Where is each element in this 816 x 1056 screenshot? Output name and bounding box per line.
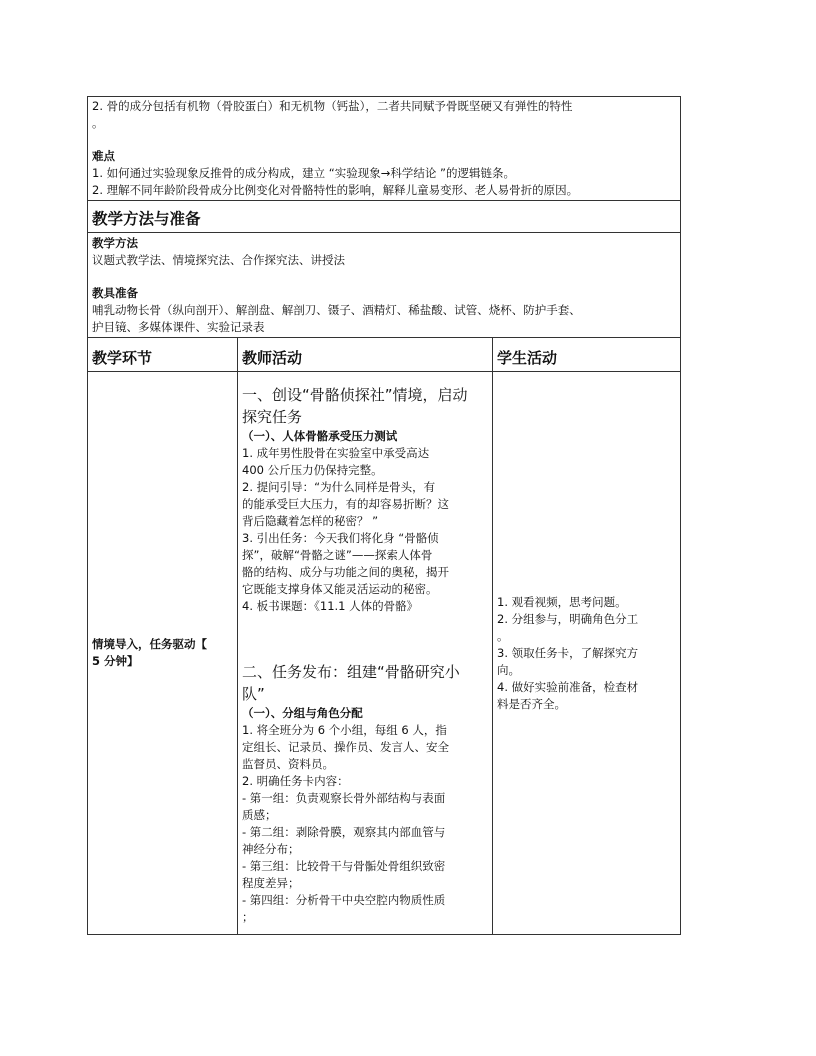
part1-subheading: （一）、人体骨骼承受压力测试 bbox=[242, 429, 398, 443]
part1-line: 400 公斤压力仍保持完整。 bbox=[242, 463, 383, 477]
activity-row bbox=[88, 372, 681, 935]
part2-line: - 第四组：分析骨干中央空腔内物质性质 bbox=[242, 893, 446, 907]
difficulty-1: 1. 如何通过实验现象反推骨的成分构成，建立 “实验现象→科学结论 ”的逻辑链条。 bbox=[92, 166, 515, 180]
methods-title-row bbox=[88, 201, 681, 233]
student-activity-cell bbox=[493, 372, 681, 935]
key-point-2-line1: 2. 骨的成分包括有机物（骨胶蛋白）和无机物（钙盐），二者共同赋予骨既坚硬又有弹性的特性 bbox=[92, 99, 573, 113]
key-point-2-line2: 。 bbox=[92, 116, 104, 130]
difficulty-heading: 难点 bbox=[92, 149, 115, 163]
part2-title-line1: 二、任务发布：组建“骨骼研究小 bbox=[242, 663, 460, 681]
methods-heading: 教学方法 bbox=[92, 236, 138, 250]
part2-subheading: （一）、分组与角色分配 bbox=[242, 706, 363, 720]
student-line: 。 bbox=[497, 628, 509, 643]
student-line: 向。 bbox=[497, 662, 520, 677]
student-line: 3. 领取任务卡，了解探究方 bbox=[497, 645, 639, 660]
methods-text: 议题式教学法、情境探究法、合作探究法、讲授法 bbox=[92, 253, 345, 267]
part1-line: 它既能支撑身体又能灵活运动的秘密。 bbox=[242, 582, 438, 596]
part1-line: 3. 引出任务：今天我们将化身 “骨骼侦 bbox=[242, 531, 439, 545]
part2-line: 1. 将全班分为 6 个小组，每组 6 人，指 bbox=[242, 723, 447, 737]
lesson-plan-page bbox=[87, 96, 680, 935]
part2-line: ； bbox=[242, 910, 254, 924]
student-line: 1. 观看视频，思考问题。 bbox=[497, 594, 627, 609]
header-teacher-activity: 教师活动 bbox=[238, 338, 493, 372]
difficulty-2: 2. 理解不同年龄阶段骨成分比例变化对骨骼特性的影响，解释儿童易变形、老人易骨折的原因。 bbox=[92, 183, 579, 197]
part2-line: 监督员、资料员。 bbox=[242, 757, 334, 771]
methods-section-title: 教学方法与准备 bbox=[88, 201, 681, 233]
column-header-row bbox=[88, 338, 681, 372]
spacer bbox=[242, 615, 488, 661]
stage-line1: 情境导入，任务驱动【 bbox=[92, 637, 207, 651]
student-line: 2. 分组参与，明确角色分工 bbox=[497, 611, 639, 626]
part2-line: 程度差异； bbox=[242, 876, 300, 890]
part2-line: - 第三组：比较骨干与骨骺处骨组织致密 bbox=[242, 859, 446, 873]
lesson-plan-table bbox=[87, 96, 681, 935]
methods-cell bbox=[88, 233, 681, 338]
part1-title-line2: 探究任务 bbox=[242, 408, 303, 426]
tools-text-line2: 护目镜、多媒体课件、实验记录表 bbox=[92, 320, 265, 334]
part2-title-line2: 队” bbox=[242, 685, 265, 703]
student-line: 料是否齐全。 bbox=[497, 696, 566, 711]
key-points-row bbox=[88, 97, 681, 201]
header-student-activity: 学生活动 bbox=[493, 338, 681, 372]
part1-line: 1. 成年男性股骨在实验室中承受高达 bbox=[242, 446, 430, 460]
spacer bbox=[92, 132, 676, 148]
student-line: 4. 做好实验前准备，检查材 bbox=[497, 679, 639, 694]
stage-cell bbox=[88, 372, 238, 935]
key-points-cell bbox=[88, 97, 681, 201]
tools-text-line1: 哺乳动物长骨（纵向剖开）、解剖盘、解剖刀、镊子、酒精灯、稀盐酸、试管、烧杯、防护手套、 bbox=[92, 303, 581, 317]
part1-line: 4. 板书课题：《11.1 人体的骨骼》 bbox=[242, 599, 419, 613]
header-teaching-stage: 教学环节 bbox=[88, 338, 238, 372]
part2-line: 定组长、记录员、操作员、发言人、安全 bbox=[242, 740, 449, 754]
teacher-activity-cell bbox=[238, 372, 493, 935]
part1-line: 探”，破解“骨骼之谜”——探索人体骨 bbox=[242, 548, 433, 562]
part2-line: - 第二组：剥除骨膜，观察其内部血管与 bbox=[242, 825, 446, 839]
part2-line: 2. 明确任务卡内容： bbox=[242, 774, 349, 788]
part1-line: 的能承受巨大压力，有的却容易折断？这 bbox=[242, 497, 449, 511]
stage-line2: 5 分钟】 bbox=[92, 654, 139, 668]
methods-row bbox=[88, 233, 681, 338]
part1-line: 骼的结构、成分与功能之间的奥秘，揭开 bbox=[242, 565, 449, 579]
part2-line: 质感； bbox=[242, 808, 277, 822]
spacer bbox=[92, 269, 676, 285]
part2-line: - 第一组：负责观察长骨外部结构与表面 bbox=[242, 791, 446, 805]
part2-line: 神经分布； bbox=[242, 842, 300, 856]
part1-line: 背后隐藏着怎样的秘密？ ” bbox=[242, 514, 379, 528]
part1-line: 2. 提问引导：“为什么同样是骨头，有 bbox=[242, 480, 436, 494]
tools-heading: 教具准备 bbox=[92, 286, 138, 300]
part1-title-line1: 一、创设“骨骼侦探社”情境，启动 bbox=[242, 386, 468, 404]
